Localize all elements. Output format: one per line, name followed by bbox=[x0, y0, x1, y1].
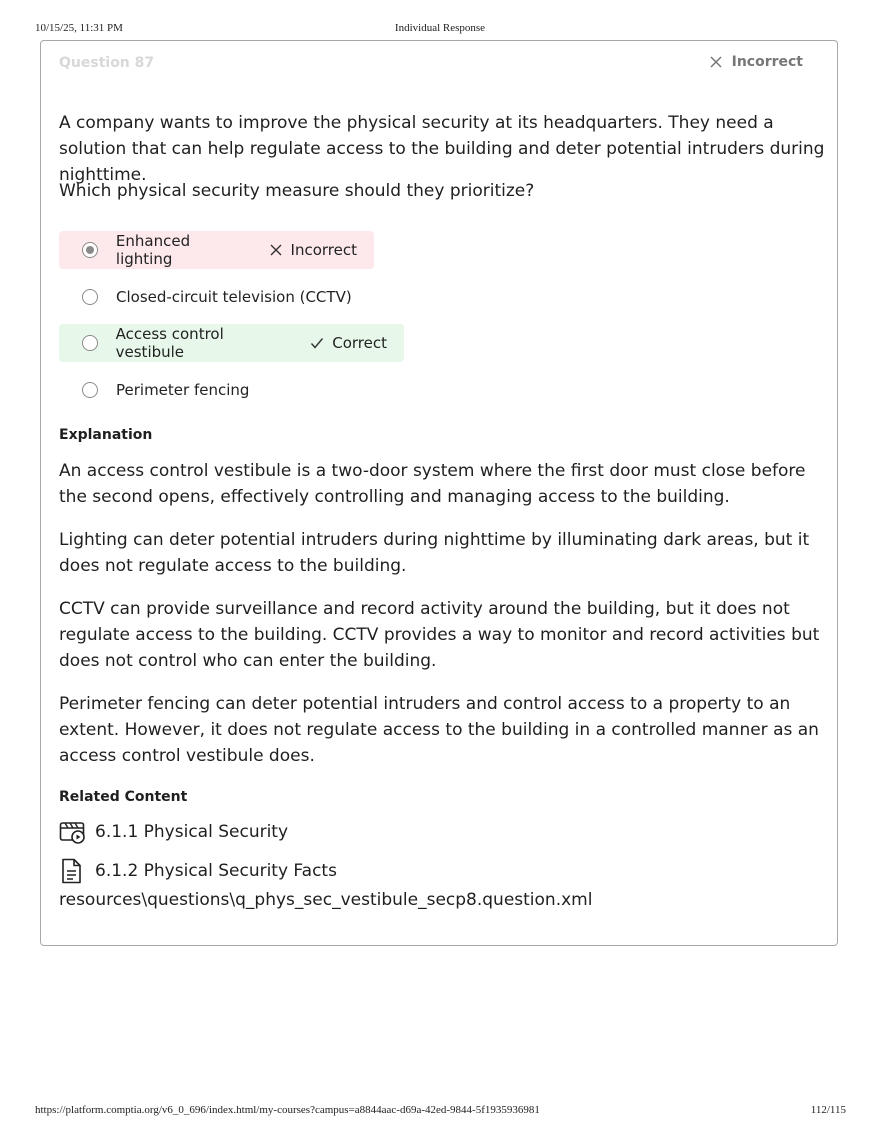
explanation-paragraph: An access control vestibule is a two-door system where the first door must close before the second opens, effectively controlling and managing access to the building. bbox=[59, 461, 806, 507]
question-number: Question 87 bbox=[59, 55, 155, 71]
question-status bbox=[709, 54, 803, 70]
explanation-paragraph: CCTV can provide surveillance and record activity around the building, but it does not regulate access to the building. CCTV provides a way to monitor and record activities but does not control who can enter the building. bbox=[59, 599, 820, 671]
question-text: Which physical security measure should they prioritize? bbox=[59, 181, 535, 201]
explanation-paragraph: Lighting can deter potential intruders during nighttime by illuminating dark areas, but it does not regulate access to the building. bbox=[59, 530, 810, 576]
option-label: Access control vestibule bbox=[115, 325, 224, 361]
question-card bbox=[40, 40, 838, 946]
close-icon bbox=[269, 243, 283, 257]
resource-path: resources\questions\q_phys_sec_vestibule_secp8.question.xml bbox=[59, 890, 593, 910]
related-content-heading: Related Content bbox=[59, 789, 188, 805]
radio-button[interactable] bbox=[82, 335, 98, 351]
radio-dot bbox=[86, 246, 94, 254]
option-label: Closed-circuit television (CCTV) bbox=[116, 288, 352, 306]
print-title: Individual Response bbox=[394, 22, 486, 34]
option-access-control-vestibule[interactable] bbox=[59, 324, 404, 362]
question-prompt: A company wants to improve the physical security at its headquarters. They need a solution that can help regulate access to the building and deter potential intruders during nighttime. bbox=[59, 113, 825, 185]
related-item-physical-security-facts[interactable] bbox=[59, 858, 337, 884]
incorrect-badge-label: Incorrect bbox=[290, 241, 357, 259]
related-item-label[interactable]: 6.1.1 Physical Security bbox=[95, 822, 289, 842]
option-perimeter-fencing[interactable] bbox=[59, 371, 249, 409]
explanation-heading: Explanation bbox=[59, 427, 153, 443]
correct-badge-label: Correct bbox=[332, 334, 387, 352]
option-enhanced-lighting[interactable] bbox=[59, 231, 374, 269]
print-page-number: 112/115 bbox=[810, 1104, 846, 1116]
document-icon bbox=[59, 858, 87, 884]
checkmark-icon bbox=[310, 336, 324, 350]
option-cctv[interactable] bbox=[59, 278, 352, 316]
question-status-label: Incorrect bbox=[731, 54, 803, 70]
print-url: https://platform.comptia.org/v6_0_696/index.html/my-courses?campus=a8844aac-d69a-42ed-9844-5f1935936981 bbox=[35, 1104, 540, 1116]
radio-button[interactable] bbox=[82, 242, 98, 258]
radio-button[interactable] bbox=[82, 382, 98, 398]
option-label: Enhanced lighting bbox=[115, 232, 191, 268]
print-datetime: 10/15/25, 11:31 PM bbox=[35, 22, 123, 34]
correct-badge bbox=[310, 334, 387, 352]
radio-button[interactable] bbox=[82, 289, 98, 305]
print-footer bbox=[0, 1104, 880, 1118]
option-label: Perimeter fencing bbox=[116, 381, 250, 399]
close-icon bbox=[709, 55, 723, 69]
explanation-paragraph: Perimeter fencing can deter potential intruders and control access to a property to an extent. However, it does not regulate access to the building in a controlled manner as an access control vestibule does. bbox=[59, 694, 819, 766]
related-item-physical-security[interactable] bbox=[59, 819, 288, 845]
print-header bbox=[0, 22, 880, 36]
video-icon bbox=[59, 819, 87, 845]
incorrect-badge bbox=[269, 241, 357, 259]
related-item-label[interactable]: 6.1.2 Physical Security Facts bbox=[95, 861, 337, 881]
